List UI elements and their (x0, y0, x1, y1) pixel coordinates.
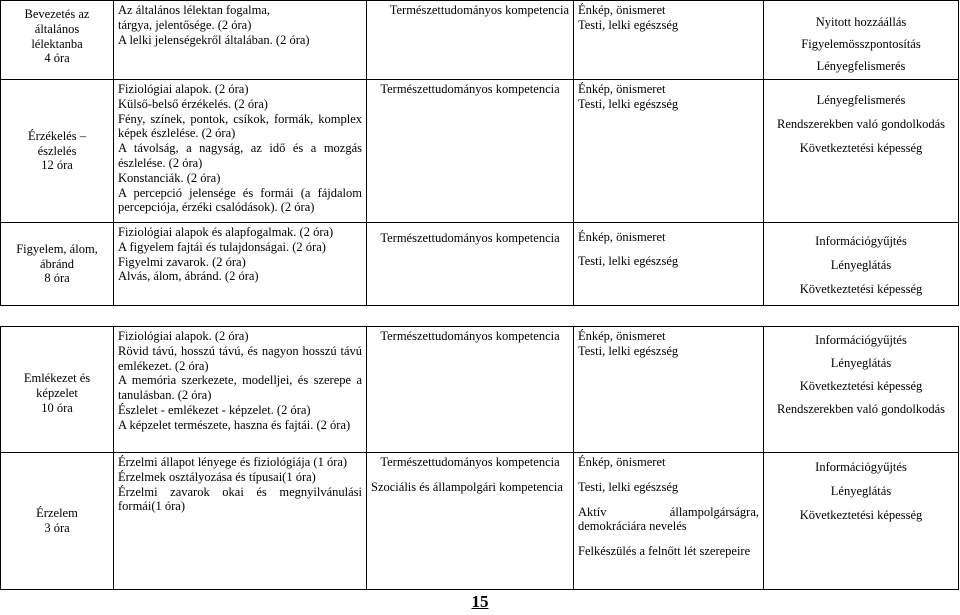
competence-line: Természettudományos kompetencia (380, 82, 560, 96)
skill-line: Rendszerekben való gondolkodás (776, 117, 945, 131)
goal-line: Énkép, önismeret (578, 230, 666, 244)
content-line: tárgya, jelentősége. (2 óra) (118, 17, 252, 32)
topic-cell (1, 1, 114, 80)
skill-line: Lényeglátás (830, 258, 892, 272)
topic-line: képzelet (36, 386, 78, 401)
content-line: A képzelet természete, haszna és fajtái. (2 óra) (118, 417, 351, 432)
table-row (1, 1, 959, 80)
topic-line: Figyelem, álom, (16, 241, 98, 256)
topic-hours: 10 óra (41, 400, 73, 415)
skill-line: Információgyűjtés (815, 234, 907, 248)
content-line: Érzelmi zavarok okai és megnyilvánulási formái(1 óra) (118, 484, 362, 514)
skill-line: Információgyűjtés (815, 460, 907, 474)
topic-cell (1, 80, 114, 223)
topic-line: Érzelem (36, 506, 78, 521)
content-cell (114, 327, 367, 453)
content-cell (114, 1, 367, 80)
competence-cell (367, 1, 574, 80)
goal-line: Felkészülés a felnőtt lét szerepeire (578, 544, 751, 559)
skill-line: Figyelemösszpontosítás (801, 37, 921, 51)
competence-cell (367, 223, 574, 306)
content-cell (114, 223, 367, 306)
content-line: A percepció jelensége és formái (a fájdalom percepciója, érzéki csalódások). (2 óra) (118, 185, 362, 215)
topic-line: Bevezetés az (24, 7, 90, 21)
skill-line: Nyitott hozzáállás (815, 15, 907, 29)
content-line: Fiziológiai alapok. (2 óra) (118, 82, 249, 96)
goal-line: Énkép, önismeret (578, 455, 666, 469)
skill-line: Következtetési képesség (799, 508, 923, 522)
content-line: Fiziológiai alapok és alapfogalmak. (2 óra) (118, 225, 334, 239)
content-line: Külső-belső érzékelés. (2 óra) (118, 96, 268, 111)
spacer (578, 495, 759, 505)
skill-line: Következtetési képesség (799, 141, 923, 155)
table-row (1, 453, 959, 590)
content-line: Fény, színek, pontok, csíkok, formák, komplex képek észlelése. (2 óra) (118, 111, 362, 141)
skill-line: Információgyűjtés (815, 333, 907, 347)
skill-line: Lényeglátás (830, 356, 892, 370)
table-row (1, 327, 959, 453)
topic-hours: 12 óra (41, 158, 73, 173)
goal-line: Testi, lelki egészség (578, 96, 679, 111)
goal-line: Énkép, önismeret (578, 3, 666, 17)
spacer (578, 534, 759, 544)
skill-line: Lényegfelismerés (816, 59, 906, 73)
topic-cell (1, 223, 114, 306)
skills-cell (764, 80, 959, 223)
skill-line: Rendszerekben való gondolkodás (776, 402, 945, 416)
topic-line: ábránd (39, 256, 74, 271)
content-line: A memória szerkezete, modelljei, és szerepe a tanulásban. (2 óra) (118, 373, 362, 403)
table-row (1, 223, 959, 306)
goals-cell (574, 223, 764, 306)
goal-line: Testi, lelki egészség (578, 343, 679, 358)
goals-cell (574, 327, 764, 453)
content-line: A figyelem fajtái és tulajdonságai. (2 óra) (118, 239, 326, 254)
goals-cell (574, 453, 764, 590)
competence-line: Szociális és állampolgári kompetencia (371, 479, 563, 494)
competence-line: Természettudományos kompetencia (380, 231, 560, 245)
topic-line: Érzékelés – (28, 128, 86, 143)
goal-line: Testi, lelki egészség (578, 479, 679, 494)
topic-line: általános (34, 21, 80, 36)
competence-line: Természettudományos kompetencia (389, 3, 569, 17)
skill-line: Következtetési képesség (799, 282, 923, 296)
skill-line: Lényeglátás (830, 484, 892, 498)
content-line: Figyelmi zavarok. (2 óra) (118, 254, 246, 269)
topic-line: észlelés (37, 143, 77, 158)
goal-line: Testi, lelki egészség (578, 17, 679, 32)
competence-cell (367, 80, 574, 223)
content-line: Észlelet - emlékezet - képzelet. (2 óra) (118, 402, 311, 417)
goals-cell (574, 80, 764, 223)
topic-cell (1, 453, 114, 590)
skill-line: Következtetési képesség (799, 379, 923, 393)
row-spacer (1, 306, 959, 327)
content-line: Érzelmi állapot lényege és fiziológiája (1 óra) (118, 455, 348, 469)
spacer (578, 470, 759, 480)
topic-hours: 3 óra (44, 521, 70, 535)
skills-cell (764, 453, 959, 590)
content-line: A lelki jelenségekről általában. (2 óra) (118, 32, 310, 47)
goal-line: Testi, lelki egészség (578, 254, 679, 268)
topic-cell (1, 327, 114, 453)
content-cell (114, 453, 367, 590)
spacer (371, 470, 569, 480)
page-number: 15 (471, 592, 489, 611)
content-cell (114, 80, 367, 223)
content-line: A távolság, a nagyság, az idő és a mozgás észlelése. (2 óra) (118, 141, 362, 170)
content-line: Érzelmek osztályozása és típusai(1 óra) (118, 469, 316, 484)
topic-hours: 8 óra (44, 271, 70, 286)
goal-line: Aktív állampolgárságra, demokráciára nevelés (578, 504, 759, 534)
competence-cell (367, 453, 574, 590)
topic-hours: 4 óra (44, 51, 70, 66)
skills-cell (764, 327, 959, 453)
content-line: Fiziológiai alapok. (2 óra) (118, 329, 249, 343)
topic-line: Emlékezet és (23, 371, 91, 386)
content-line: Konstanciák. (2 óra) (118, 170, 221, 185)
table-row (1, 80, 959, 223)
topic-line: lélektanba (31, 36, 83, 51)
content-line: Alvás, álom, ábránd. (2 óra) (118, 269, 259, 284)
competence-line: Természettudományos kompetencia (380, 329, 560, 343)
content-line: Rövid távú, hosszú távú, és nagyon hosszú távú emlékezet. (2 óra) (118, 343, 362, 373)
goals-cell (574, 1, 764, 80)
competence-cell (367, 327, 574, 453)
content-line: Az általános lélektan fogalma, (118, 3, 271, 17)
skills-cell (764, 1, 959, 80)
skills-cell (764, 223, 959, 306)
goal-line: Énkép, önismeret (578, 82, 666, 96)
skill-line: Lényegfelismerés (816, 93, 906, 107)
competence-line: Természettudományos kompetencia (380, 455, 560, 469)
goal-line: Énkép, önismeret (578, 329, 666, 343)
